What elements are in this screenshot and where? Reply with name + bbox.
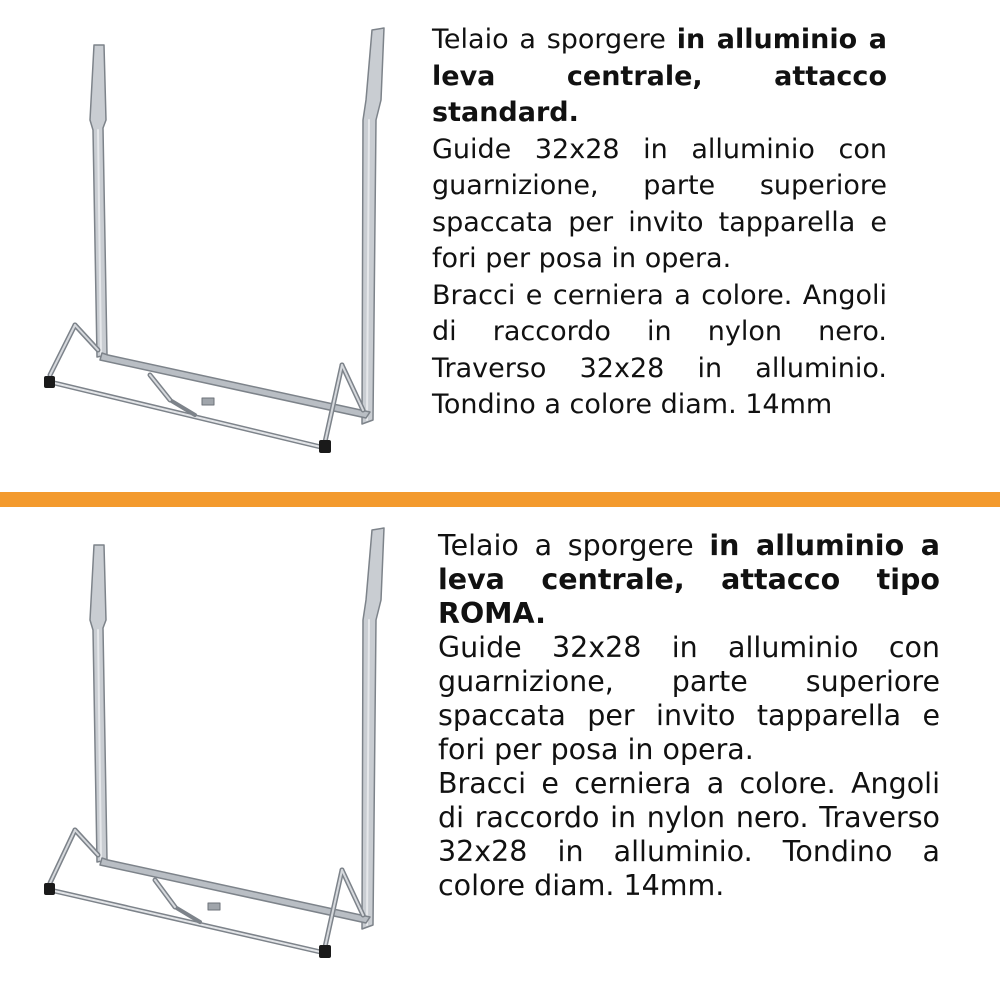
window-awning-frame-icon [40, 525, 400, 975]
product-specs-arms: Bracci e cerniera a colore. Angoli di raccordo in nylon nero. Traverso 32x28 in alluminio. Tondino a colore diam. 14mm. [438, 767, 940, 902]
product-description [432, 22, 887, 424]
window-awning-frame-icon [40, 20, 400, 470]
title-bold: in alluminio a leva centrale, attacco tipo ROMA. [438, 529, 940, 630]
title-normal: Telaio a sporgere [438, 529, 710, 562]
product-section-roma [0, 507, 1000, 1000]
title-bold: in alluminio a leva centrale, attacco standard. [432, 24, 887, 128]
product-specs-guides: Guide 32x28 in alluminio con guarnizione, parte superiore spaccata per invito tapparella e fori per posa in opera. [438, 631, 940, 766]
title-normal: Telaio a sporgere [432, 24, 677, 55]
product-title [432, 22, 887, 132]
product-title [438, 529, 940, 631]
product-description [438, 529, 940, 903]
section-divider [0, 492, 1000, 507]
product-specs-arms: Bracci e cerniera a colore. Angoli di raccordo in nylon nero. Traverso 32x28 in alluminio. Tondino a colore diam. 14mm [432, 279, 887, 420]
product-section-standard [0, 0, 1000, 492]
product-specs-guides: Guide 32x28 in alluminio con guarnizione, parte superiore spaccata per invito tapparella e fori per posa in opera. [432, 133, 887, 274]
